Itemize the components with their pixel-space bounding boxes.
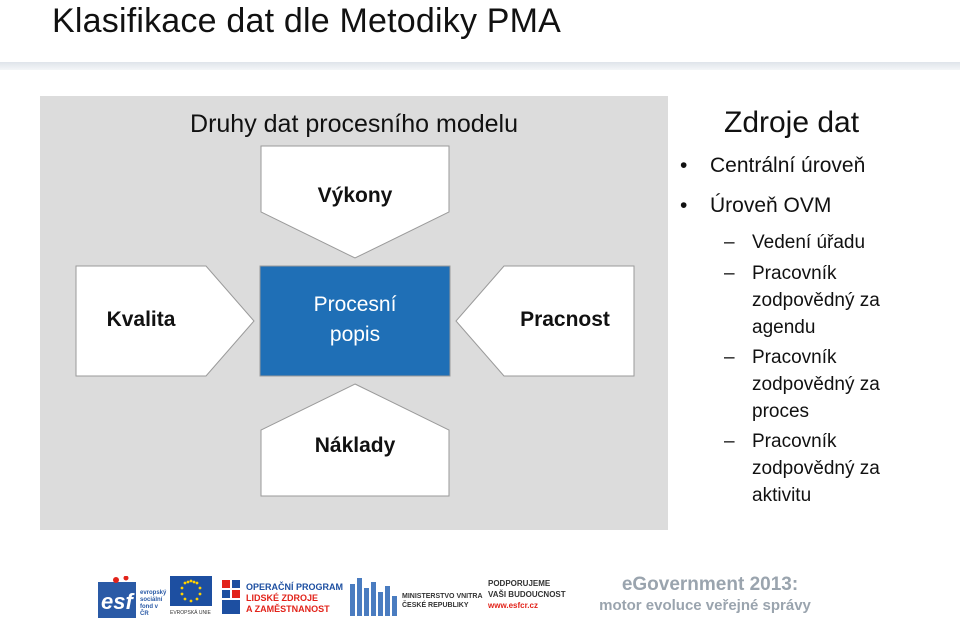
shape-procesni-popis [260,266,450,376]
footer-logos [0,566,960,632]
shape-vykony [261,146,449,258]
sub-item-line: zodpovědný za [752,374,880,395]
svg-text:esf: esf [101,589,133,614]
oplzz-text-line: A ZAMĚSTNANOST [246,604,330,614]
label-kvalita: Kvalita [106,308,176,331]
sub-item-line: zodpovědný za [752,458,880,479]
support-logo [488,578,588,624]
bullet-dot-icon: • [680,154,688,177]
slide-title: Klasifikace dat dle Metodiky PMA [52,2,562,40]
label-pracnost: Pracnost [520,308,610,331]
esf-text-line: sociální [140,597,163,603]
title-divider [0,62,960,70]
esf-text-line: evropský [140,590,167,596]
support-url: www.esfcr.cz [488,601,538,610]
mv-logo [348,574,482,624]
bullet-text: Centrální úroveň [710,154,866,177]
mv-text-line: ČESKÉ REPUBLIKY [402,602,469,609]
bullet-dot-icon: • [680,194,688,217]
egov-subtitle: motor evoluce veřejné správy [599,597,811,614]
dash-icon: – [724,232,735,253]
sub-item-line: agendu [752,317,816,338]
label-vykony: Výkony [317,184,393,207]
mv-icon [348,574,398,620]
diagram-panel [40,96,668,530]
shape-kvalita [76,266,254,376]
oplzz-icon [220,576,244,620]
esf-text-line: fond v ČR [140,604,158,617]
dash-icon: – [724,347,735,368]
diagram-heading: Druhy dat procesního modelu [190,110,518,138]
oplzz-text-line: OPERAČNÍ PROGRAM [246,582,344,592]
oplzz-logo [220,576,344,624]
eu-flag-icon [170,576,212,610]
sources-title: Zdroje dat [724,106,860,139]
support-text-line: PODPORUJEME [488,579,551,588]
label-naklady: Náklady [314,434,396,457]
shape-naklady [261,384,449,496]
esf-logo [98,576,168,624]
label-procesni: Procesní [313,293,397,316]
sub-item-line: aktivitu [752,485,812,506]
eu-label: EVROPSKÁ UNIE [170,610,211,616]
egov-title: eGovernment 2013: [621,574,799,595]
eu-logo [170,576,212,626]
sub-item-line: Pracovník [752,431,837,452]
mv-text-line: MINISTERSTVO VNITRA [402,593,483,600]
sub-item-line: proces [752,401,810,422]
sub-item-line: zodpovědný za [752,290,880,311]
sub-item-line: Pracovník [752,347,837,368]
shape-pracnost [456,266,634,376]
dash-icon: – [724,263,735,284]
egov-logo [600,574,820,624]
sub-item-line: Pracovník [752,263,837,284]
sub-item-line: Vedení úřadu [752,232,866,253]
dash-icon: – [724,431,735,452]
oplzz-text-line: LIDSKÉ ZDROJE [246,593,319,603]
support-text-line: VAŠI BUDOUCNOST [488,590,566,599]
label-popis: popis [329,323,381,346]
bullet-text: Úroveň OVM [710,194,832,217]
